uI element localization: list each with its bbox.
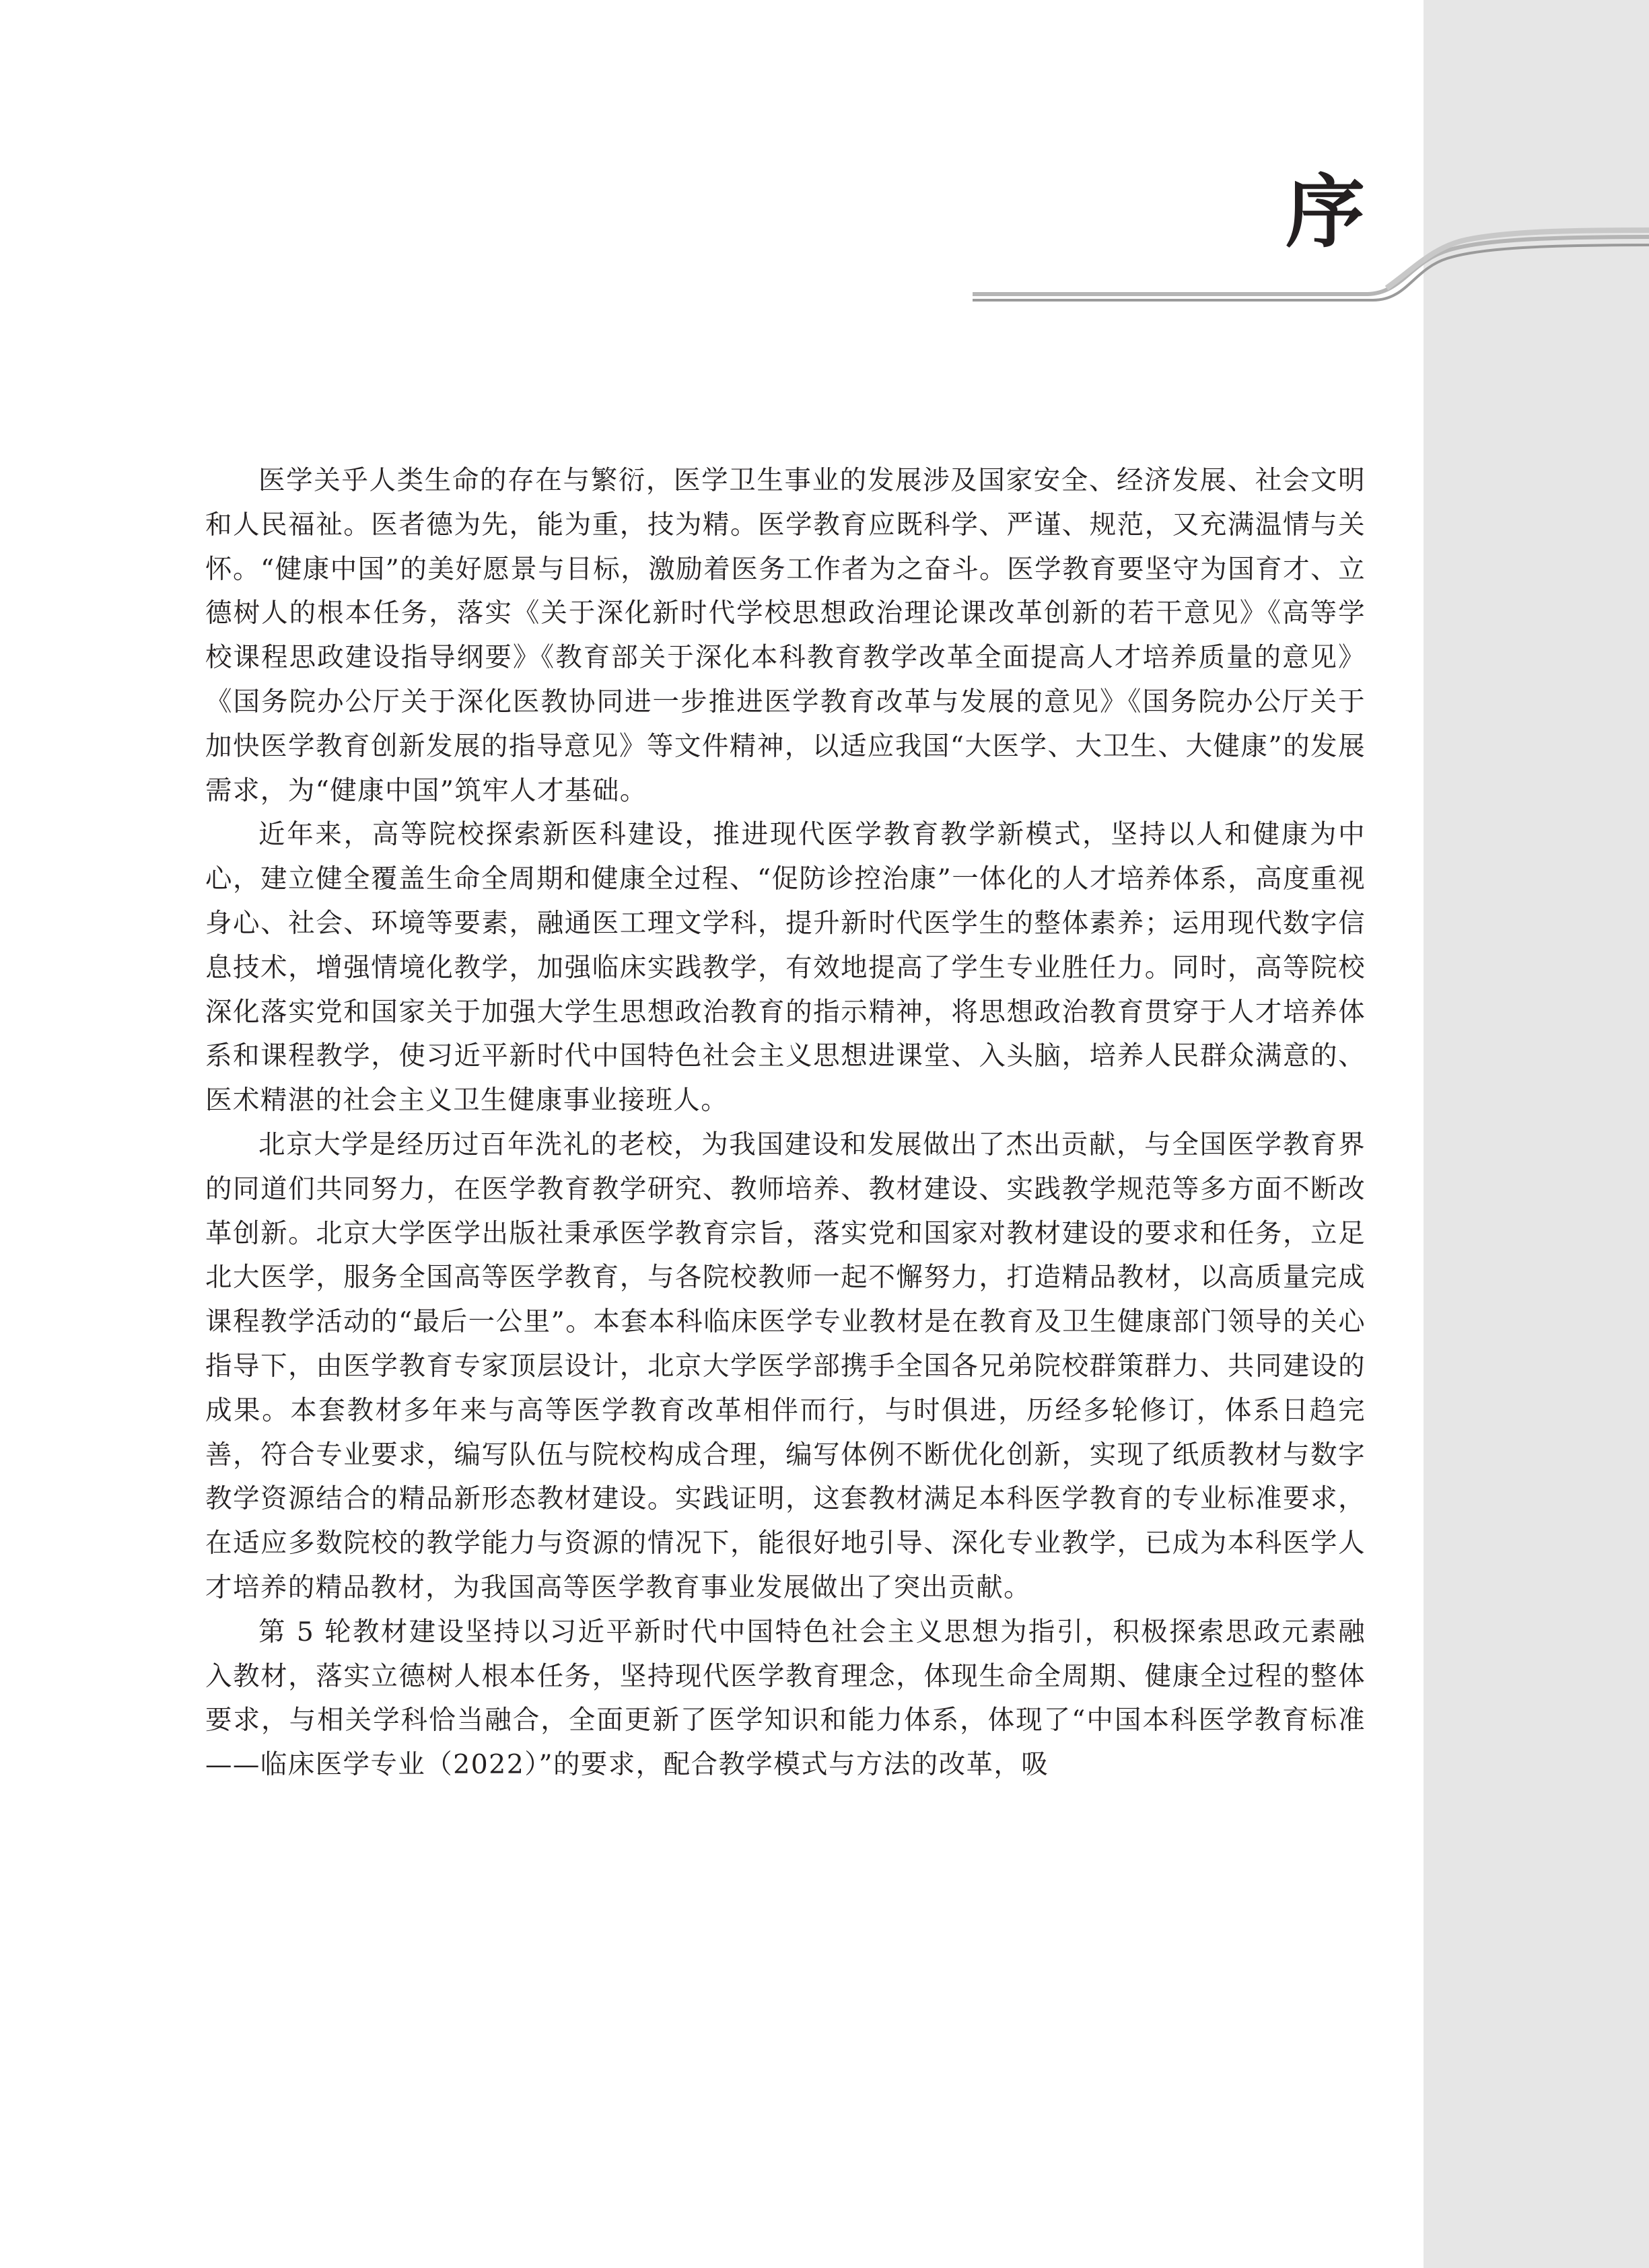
preface-body [205, 459, 1366, 1787]
paragraph: 医学关乎人类生命的存在与繁衍，医学卫生事业的发展涉及国家安全、经济发展、社会文明和人民福祉。医者德为先，能为重，技为精。医学教育应既科学、严谨、规范，又充满温情与关怀。“健康中国”的美好愿景与目标，激励着医务工作者为之奋斗。医学教育要坚守为国育才、立德树人的根本任务，落实《关于深化新时代学校思想政治理论课改革创新的若干意见》《高等学校课程思政建设指导纲要》《教育部关于深化本科教育教学改革全面提高人才培养质量的意见》《国务院办公厅关于深化医教协同进一步推进医学教育改革与发展的意见》《国务院办公厅关于加快医学教育创新发展的指导意见》等文件精神，以适应我国“大医学、大卫生、大健康”的发展需求，为“健康中国”筑牢人才基础。 [205, 465, 1366, 806]
page-edge-band [1424, 0, 1649, 2268]
heading-decorative-rule [0, 0, 1649, 336]
page-heading: 序 [1286, 166, 1366, 258]
paragraph: 近年来，高等院校探索新医科建设，推进现代医学教育教学新模式，坚持以人和健康为中心，建立健全覆盖生命全周期和健康全过程、“促防诊控治康”一体化的人才培养体系，高度重视身心、社会、环境等要素，融通医工理文学科，提升新时代医学生的整体素养；运用现代数字信息技术，增强情境化教学，加强临床实践教学，有效地提高了学生专业胜任力。同时，高等院校深化落实党和国家关于加强大学生思想政治教育的指示精神，将思想政治教育贯穿于人才培养体系和课程教学，使习近平新时代中国特色社会主义思想进课堂、入头脑，培养人民群众满意的、医术精湛的社会主义卫生健康事业接班人。 [205, 819, 1366, 1117]
paragraph: 第 5 轮教材建设坚持以习近平新时代中国特色社会主义思想为指引，积极探索思政元素融入教材，落实立德树人根本任务，坚持现代医学教育理念，体现生命全周期、健康全过程的整体要求，与相关学科恰当融合，全面更新了医学知识和能力体系，体现了“中国本科医学教育标准——临床医学专业（2022）”的要求，配合教学模式与方法的改革，吸 [205, 1616, 1366, 1781]
paragraph: 北京大学是经历过百年洗礼的老校，为我国建设和发展做出了杰出贡献，与全国医学教育界的同道们共同努力，在医学教育教学研究、教师培养、教材建设、实践教学规范等多方面不断改革创新。北京大学医学出版社秉承医学教育宗旨，落实党和国家对教材建设的要求和任务，立足北大医学，服务全国高等医学教育，与各院校教师一起不懈努力，打造精品教材，以高质量完成课程教学活动的“最后一公里”。本套本科临床医学专业教材是在教育及卫生健康部门领导的关心指导下，由医学教育专家顶层设计，北京大学医学部携手全国各兄弟院校群策群力、共同建设的成果。本套教材多年来与高等医学教育改革相伴而行，与时俱进，历经多轮修订，体系日趋完善，符合专业要求，编写队伍与院校构成合理，编写体例不断优化创新，实现了纸质教材与数字教学资源结合的精品新形态教材建设。实践证明，这套教材满足本科医学教育的专业标准要求，在适应多数院校的教学能力与资源的情况下，能很好地引导、深化专业教学，已成为本科医学人才培养的精品教材，为我国高等医学教育事业发展做出了突出贡献。 [205, 1129, 1366, 1603]
